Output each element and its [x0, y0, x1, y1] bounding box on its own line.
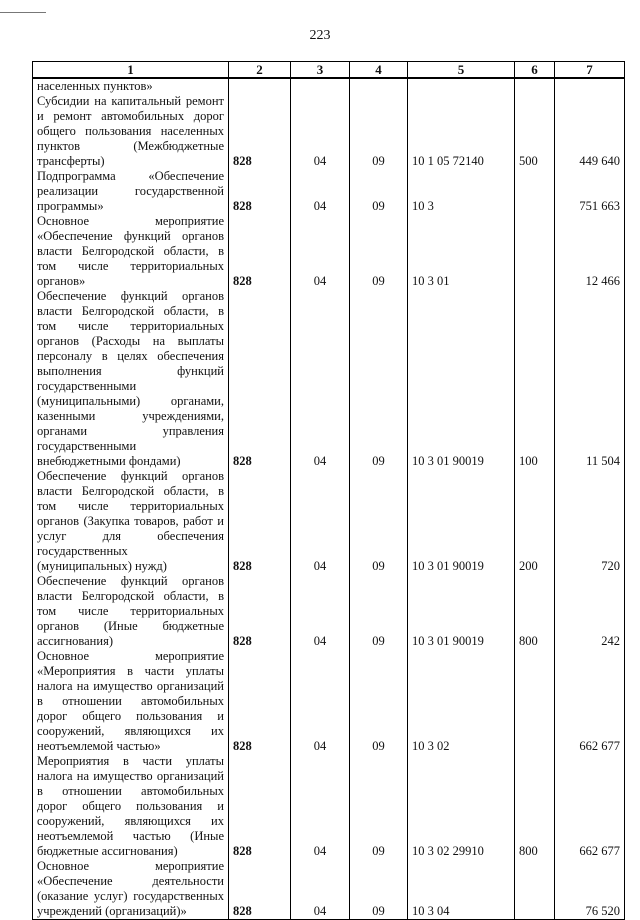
table-row [33, 94, 625, 169]
row-amount: 720 [555, 469, 625, 574]
row-target-article: 10 3 01 90019 [408, 574, 515, 649]
row-description: Мероприятия в части уплаты налога на имущество организаций в отношении автомобильных дорог общего пользования и сооружений, являющихся их неотъемлемой частью (Иные бюджетные ассигнования) [33, 754, 229, 859]
row-amount [555, 78, 625, 94]
row-expense-type [515, 214, 555, 289]
table-row [33, 289, 625, 469]
row-description: Обеспечение функций органов власти Белгородской области, в том числе территориальных органов (Иные бюджетные ассигнования) [33, 574, 229, 649]
row-subsection: 09 [350, 649, 408, 754]
row-amount: 76 520 [555, 859, 625, 920]
column-header-6: 6 [515, 62, 555, 79]
row-description: Основное мероприятие «Обеспечение функций органов власти Белгородской области, в том числе территориальных органов» [33, 214, 229, 289]
row-target-article: 10 3 01 [408, 214, 515, 289]
row-section: 04 [291, 754, 350, 859]
row-ministry-code: 828 [229, 289, 291, 469]
row-ministry-code: 828 [229, 649, 291, 754]
row-section: 04 [291, 574, 350, 649]
table-row [33, 214, 625, 289]
row-target-article: 10 3 [408, 169, 515, 214]
row-subsection [350, 78, 408, 94]
table-row [33, 169, 625, 214]
row-description: Субсидии на капитальный ремонт и ремонт автомобильных дорог общего пользования населенных пунктов (Межбюджетные трансферты) [33, 94, 229, 169]
row-target-article: 10 3 01 90019 [408, 469, 515, 574]
row-subsection: 09 [350, 469, 408, 574]
table-row [33, 754, 625, 859]
row-target-article: 10 3 02 29910 [408, 754, 515, 859]
row-description: Основное мероприятие «Мероприятия в части уплаты налога на имущество организаций в отношении автомобильных дорог общего пользования и сооружений, являющихся их неотъемлемой частью» [33, 649, 229, 754]
row-ministry-code [229, 78, 291, 94]
row-amount: 242 [555, 574, 625, 649]
table-row [33, 78, 625, 94]
row-section: 04 [291, 649, 350, 754]
row-expense-type [515, 859, 555, 920]
row-section: 04 [291, 94, 350, 169]
column-header-2: 2 [229, 62, 291, 79]
table-row [33, 574, 625, 649]
row-target-article: 10 3 01 90019 [408, 289, 515, 469]
row-description: Основное мероприятие «Обеспечение деятельности (оказание услуг) государственных учреждений (организаций)» [33, 859, 229, 920]
column-header-1: 1 [33, 62, 229, 79]
row-expense-type [515, 649, 555, 754]
budget-table [32, 61, 625, 920]
row-section: 04 [291, 169, 350, 214]
row-subsection: 09 [350, 214, 408, 289]
row-expense-type: 800 [515, 754, 555, 859]
row-description: Подпрограмма «Обеспечение реализации государственной программы» [33, 169, 229, 214]
row-ministry-code: 828 [229, 859, 291, 920]
row-ministry-code: 828 [229, 214, 291, 289]
row-section [291, 78, 350, 94]
row-target-article: 10 3 02 [408, 649, 515, 754]
row-amount: 751 663 [555, 169, 625, 214]
table-row [33, 469, 625, 574]
row-expense-type [515, 78, 555, 94]
row-ministry-code: 828 [229, 754, 291, 859]
row-target-article [408, 78, 515, 94]
row-subsection: 09 [350, 289, 408, 469]
column-header-7: 7 [555, 62, 625, 79]
row-subsection: 09 [350, 574, 408, 649]
row-description: Обеспечение функций органов власти Белгородской области, в том числе территориальных органов (Расходы на выплаты персоналу в целях обеспечения выполнения функций государственными (муниципальными) органами, казенными учреждениями, органами управления государственными внебюджетными фондами) [33, 289, 229, 469]
row-subsection: 09 [350, 859, 408, 920]
page-number: 223 [309, 28, 331, 43]
row-section: 04 [291, 214, 350, 289]
row-expense-type: 800 [515, 574, 555, 649]
row-amount: 662 677 [555, 649, 625, 754]
row-ministry-code: 828 [229, 574, 291, 649]
header-row [33, 62, 625, 79]
column-header-3: 3 [291, 62, 350, 79]
row-ministry-code: 828 [229, 94, 291, 169]
row-amount: 12 466 [555, 214, 625, 289]
row-ministry-code: 828 [229, 169, 291, 214]
corner-scan-mark [0, 12, 46, 13]
row-amount: 449 640 [555, 94, 625, 169]
row-amount: 11 504 [555, 289, 625, 469]
table-row [33, 649, 625, 754]
table-row [33, 859, 625, 920]
row-ministry-code: 828 [229, 469, 291, 574]
row-section: 04 [291, 859, 350, 920]
row-expense-type: 100 [515, 289, 555, 469]
row-expense-type [515, 169, 555, 214]
row-description: населенных пунктов» [33, 78, 229, 94]
row-amount: 662 677 [555, 754, 625, 859]
row-target-article: 10 1 05 72140 [408, 94, 515, 169]
row-target-article: 10 3 04 [408, 859, 515, 920]
row-section: 04 [291, 289, 350, 469]
column-header-4: 4 [350, 62, 408, 79]
column-header-5: 5 [408, 62, 515, 79]
row-section: 04 [291, 469, 350, 574]
row-subsection: 09 [350, 169, 408, 214]
row-expense-type: 500 [515, 94, 555, 169]
row-subsection: 09 [350, 754, 408, 859]
row-subsection: 09 [350, 94, 408, 169]
row-description: Обеспечение функций органов власти Белгородской области, в том числе территориальных органов (Закупка товаров, работ и услуг для обеспечения государственных (муниципальных) нужд) [33, 469, 229, 574]
row-expense-type: 200 [515, 469, 555, 574]
